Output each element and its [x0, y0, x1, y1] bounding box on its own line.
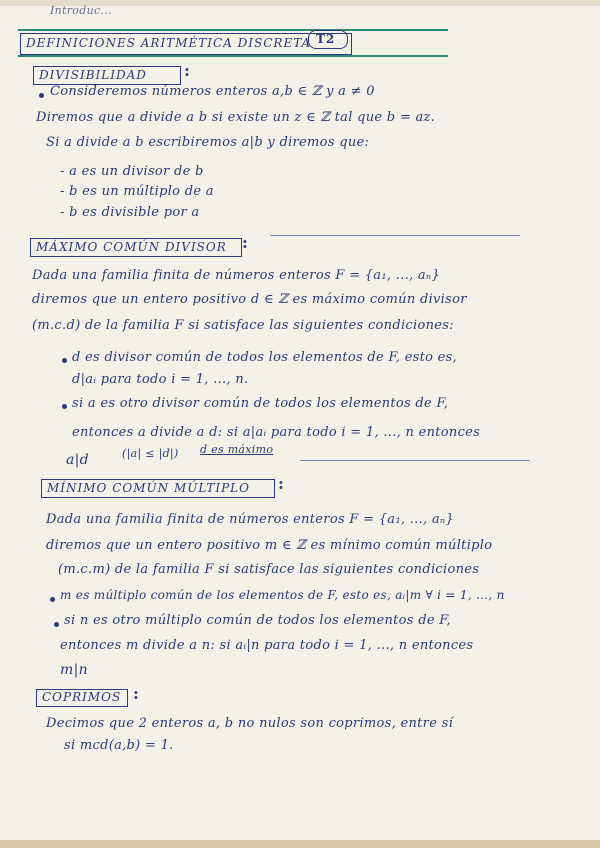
bullet [62, 358, 67, 363]
mcd-line: entonces a divide a d: si a|aᵢ para todo i = 1, ..., n entonces [72, 425, 481, 440]
heading-colon: : [133, 684, 139, 703]
mcd-line: a|d [66, 452, 89, 468]
mcd-line: Dada una familia finita de números enteros F = {a₁, ..., aₙ} [32, 268, 441, 283]
page-bottom-edge [0, 840, 600, 848]
divisibilidad-line: - b es divisible por a [60, 205, 200, 220]
mcm-heading: MÍNIMO COMÚN MÚLTIPLO [47, 481, 250, 495]
heading-colon: : [184, 61, 190, 80]
bullet [54, 622, 59, 627]
mcm-line: entonces m divide a n: si aᵢ|n para todo i = 1, ..., n entonces [60, 638, 474, 653]
mcm-line: (m.c.m) de la familia F si satisface las siguientes condiciones [58, 562, 480, 577]
divisibilidad-heading: DIVISIBILIDAD [39, 68, 147, 82]
mcd-heading: MÁXIMO COMÚN DIVISOR [36, 240, 227, 254]
mcm-line: m es múltiplo común de los elementos de F, esto es, aᵢ|m ∀ i = 1, ..., n [60, 588, 505, 602]
mcm-line: si n es otro múltiplo común de todos los elementos de F, [64, 613, 451, 628]
mcd-annotation: d es máximo [200, 443, 274, 456]
divisibilidad-line: Consideremos números enteros a,b ∈ ℤ y a ≠ 0 [50, 84, 375, 99]
divisibilidad-line: Diremos que a divide a b si existe un z ∈ ℤ tal que b = az. [36, 110, 436, 125]
title-rule-top [18, 29, 448, 31]
bullet [50, 597, 55, 602]
mcd-line: d es divisor común de todos los elementos de F, esto es, [72, 350, 458, 365]
mcd-line: diremos que un entero positivo d ∈ ℤ es máximo común divisor [32, 292, 467, 307]
mcd-line: (m.c.d) de la familia F si satisface las siguientes condiciones: [32, 318, 454, 333]
coprimos-line: Decimos que 2 enteros a, b no nulos son coprimos, entre sí [46, 716, 454, 731]
heading-colon: : [242, 233, 248, 252]
mcd-line: (|a| ≤ |d|) [122, 447, 179, 460]
mcm-line: m|n [60, 662, 88, 678]
divisibilidad-line: - a es un divisor de b [60, 164, 204, 179]
bullet [39, 93, 44, 98]
mcd-line: d|aᵢ para todo i = 1, ..., n. [72, 372, 249, 387]
page-title: DEFINICIONES ARITMÉTICA DISCRETA [26, 36, 312, 50]
coprimos-heading: COPRIMOS [42, 690, 122, 704]
mcm-line: diremos que un entero positivo m ∈ ℤ es mínimo común múltiplo [46, 538, 493, 553]
top-scribble: Introduc... [50, 4, 112, 17]
title-tag: T2 [316, 32, 336, 46]
coprimos-line: si mcd(a,b) = 1. [64, 738, 174, 753]
section-rule [300, 460, 530, 461]
mcd-line: si a es otro divisor común de todos los elementos de F, [72, 396, 449, 411]
section-rule [270, 235, 520, 236]
bullet [62, 404, 67, 409]
mcm-line: Dada una familia finita de números enteros F = {a₁, ..., aₙ} [46, 512, 455, 527]
heading-colon: : [278, 474, 284, 493]
divisibilidad-line: Si a divide a b escribiremos a|b y diremos que: [46, 135, 370, 150]
divisibilidad-line: - b es un múltiplo de a [60, 184, 214, 199]
title-rule-bottom [18, 55, 448, 57]
